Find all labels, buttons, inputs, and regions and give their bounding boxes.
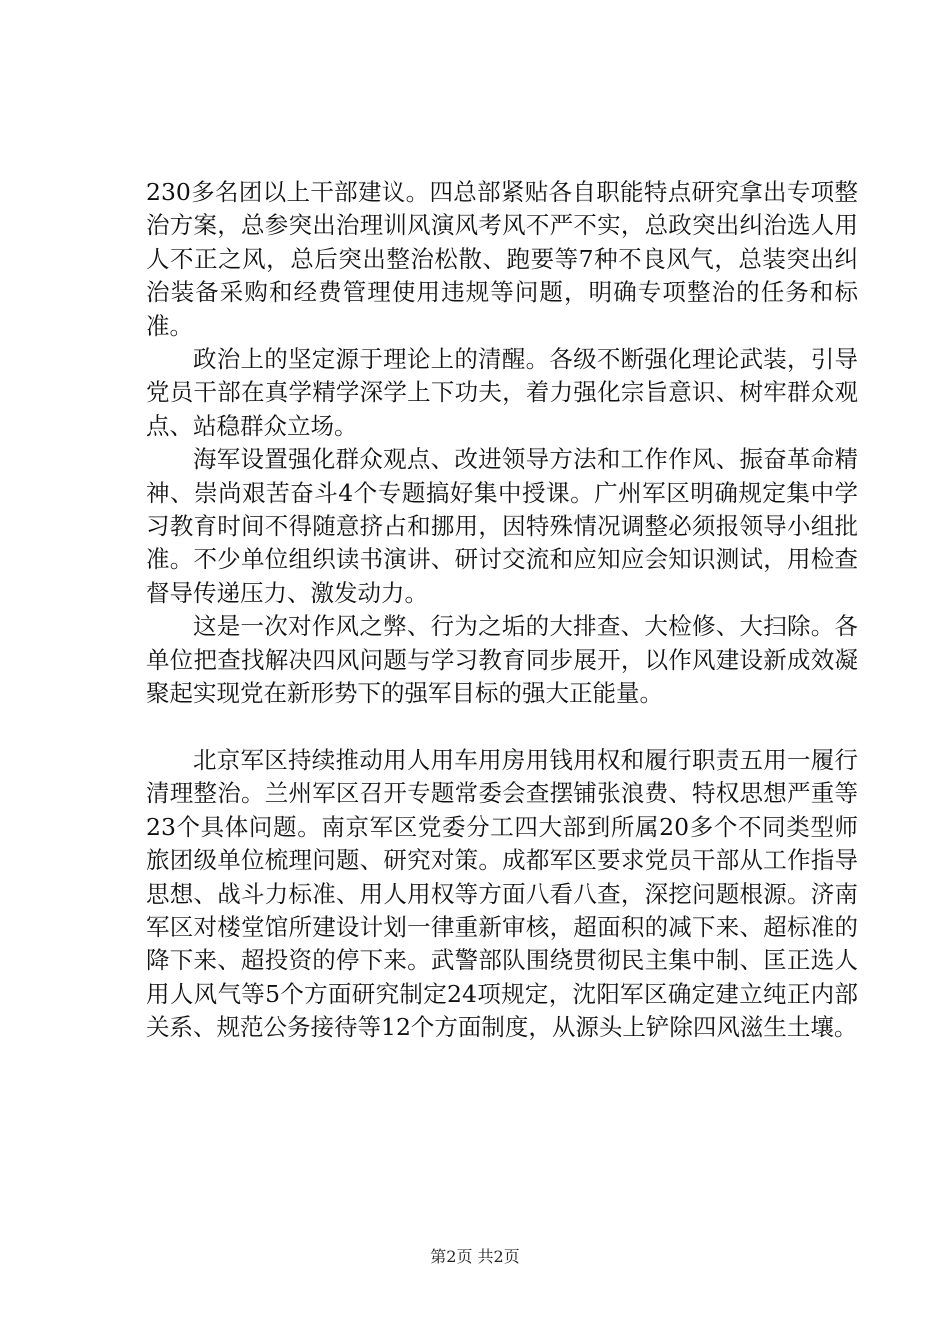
page-number-footer: 第2页 共2页 — [430, 1247, 520, 1266]
paragraph-continuation: 230多名团以上干部建议。四总部紧贴各自职能特点研究拿出专项整治方案，总参突出治理训风演风考风不严不实，总政突出纠治选人用人不正之风，总后突出整治松散、跑要等7种不良风气，总装突出纠治装备采购和经费管理使用违规等问题，明确专项整治的任务和标准。 — [146, 178, 858, 340]
document-body — [146, 176, 858, 1045]
paragraph-gap — [146, 711, 858, 744]
paragraph-military-regions: 北京军区持续推动用人用车用房用钱用权和履行职责五用一履行清理整治。兰州军区召开专题常委会查摆铺张浪费、特权思想严重等23个具体问题。南京军区党委分工四大部到所属20多个不同类型师旅团级单位梳理问题、研究对策。成都军区要求党员干部从工作指导思想、战斗力标准、用人用权等方面八看八查，深挖问题根源。济南军区对楼堂馆所建设计划一律重新审核，超面积的减下来、超标准的降下来、超投资的停下来。武警部队围绕贯彻民主集中制、匡正选人用人风气等5个方面研究制定24项规定，沈阳军区确定建立纯正内部关系、规范公务接待等12个方面制度，从源头上铲除四风滋生土壤。 — [146, 745, 858, 1042]
paragraph-inspection: 这是一次对作风之弊、行为之垢的大排查、大检修、大扫除。各单位把查找解决四风问题与学习教育同步展开，以作风建设新成效凝聚起实现党在新形势下的强军目标的强大正能量。 — [146, 612, 858, 708]
paragraph-navy: 海军设置强化群众观点、改进领导方法和工作作风、振奋革命精神、崇尚艰苦奋斗4个专题搞好集中授课。广州军区明确规定集中学习教育时间不得随意挤占和挪用，因特殊情况调整必须报领导小组批准。不少单位组织读书演讲、研讨交流和应知应会知识测试，用检查督导传递压力、激发动力。 — [146, 445, 858, 607]
paragraph-theory: 政治上的坚定源于理论上的清醒。各级不断强化理论武装，引导党员干部在真学精学深学上下功夫，着力强化宗旨意识、树牢群众观点、站稳群众立场。 — [146, 345, 858, 440]
